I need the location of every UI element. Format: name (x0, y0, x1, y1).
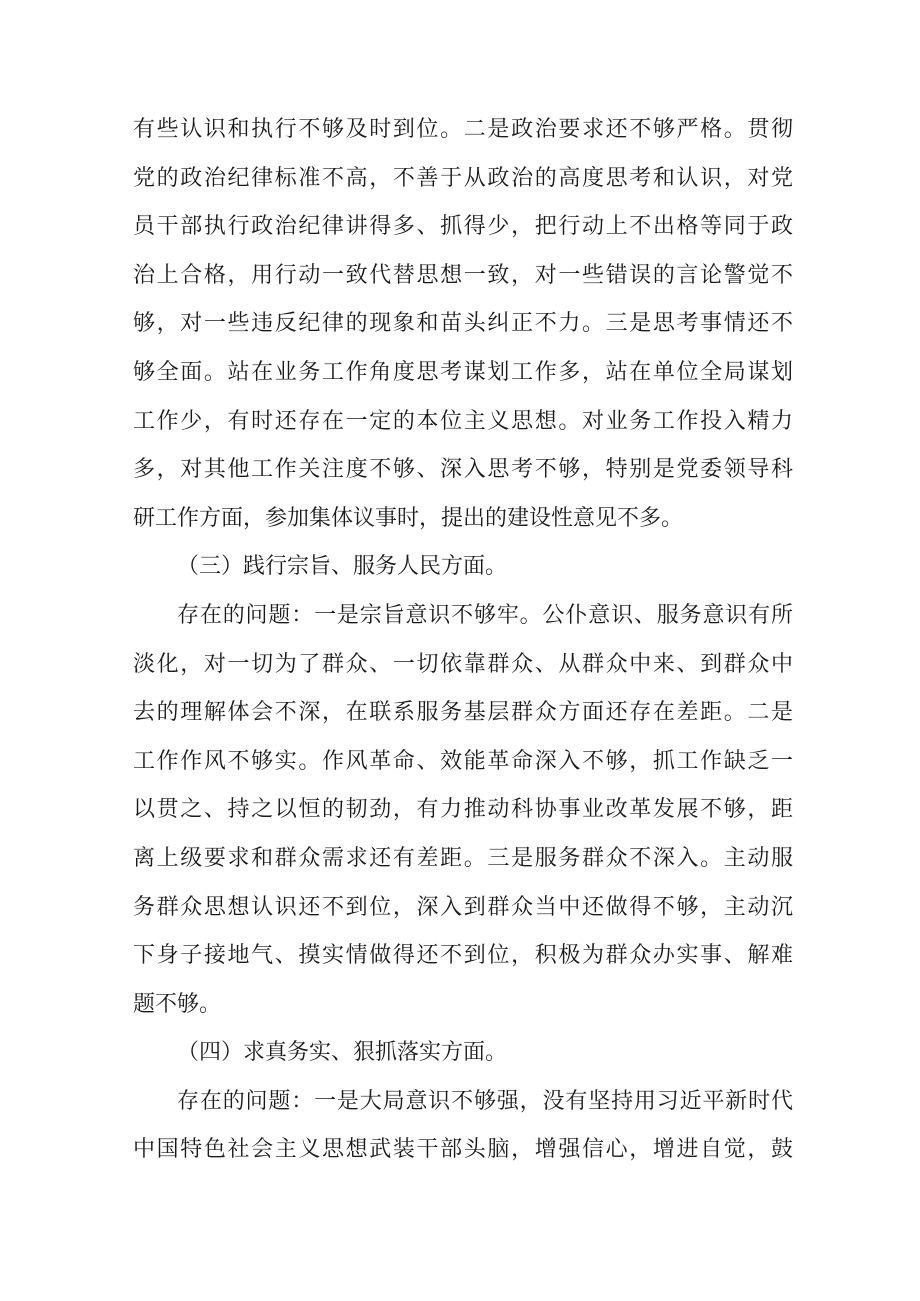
document-body (133, 106, 793, 1175)
text-line: 淡化，对一切为了群众、一切依靠群众、从群众中来、到群众中 (133, 651, 793, 677)
text-line: 够全面。站在业务工作角度思考谋划工作多，站在单位全局谋划 (133, 359, 793, 385)
text-line: 中国特色社会主义思想武装干部头脑，增强信心，增进自觉，鼓 (133, 1137, 793, 1163)
text-line: 够，对一些违反纪律的现象和苗头纠正不力。三是思考事情还不 (133, 311, 793, 337)
text-line: 务群众思想认识还不到位，深入到群众当中还做得不够，主动沉 (133, 894, 793, 920)
text-line: 去的理解体会不深，在联系服务基层群众方面还存在差距。二是 (133, 700, 793, 726)
text-line: 工作少，有时还存在一定的本位主义思想。对业务工作投入精力 (133, 408, 793, 434)
text-line: （四）求真务实、狠抓落实方面。 (177, 1040, 508, 1066)
text-line: 存在的问题：一是大局意识不够强，没有坚持用习近平新时代 (177, 1088, 793, 1114)
text-line: 离上级要求和群众需求还有差距。三是服务群众不深入。主动服 (133, 845, 793, 871)
text-line: 下身子接地气、摸实情做得还不到位，积极为群众办实事、解难 (133, 943, 793, 969)
text-line: 党的政治纪律标准不高，不善于从政治的高度思考和认识，对党 (133, 165, 793, 191)
text-line: 多，对其他工作关注度不够、深入思考不够，特别是党委领导科 (133, 457, 793, 483)
text-line: 存在的问题：一是宗旨意识不够牢。公仆意识、服务意识有所 (177, 602, 793, 628)
text-line: 治上合格，用行动一致代替思想一致，对一些错误的言论警觉不 (133, 262, 793, 288)
text-line: 有些认识和执行不够及时到位。二是政治要求还不够严格。贯彻 (133, 117, 793, 142)
text-line: 员干部执行政治纪律讲得多、抓得少，把行动上不出格等同于政 (133, 214, 793, 240)
text-line: 题不够。 (133, 991, 222, 1017)
text-line: （三）践行宗旨、服务人民方面。 (177, 554, 508, 580)
text-line: 以贯之、持之以恒的韧劲，有力推动科协事业改革发展不够，距 (133, 797, 793, 823)
text-line: 研工作方面，参加集体议事时，提出的建设性意见不多。 (133, 505, 684, 531)
text-line: 工作作风不够实。作风革命、效能革命深入不够，抓工作缺乏一 (133, 748, 793, 774)
